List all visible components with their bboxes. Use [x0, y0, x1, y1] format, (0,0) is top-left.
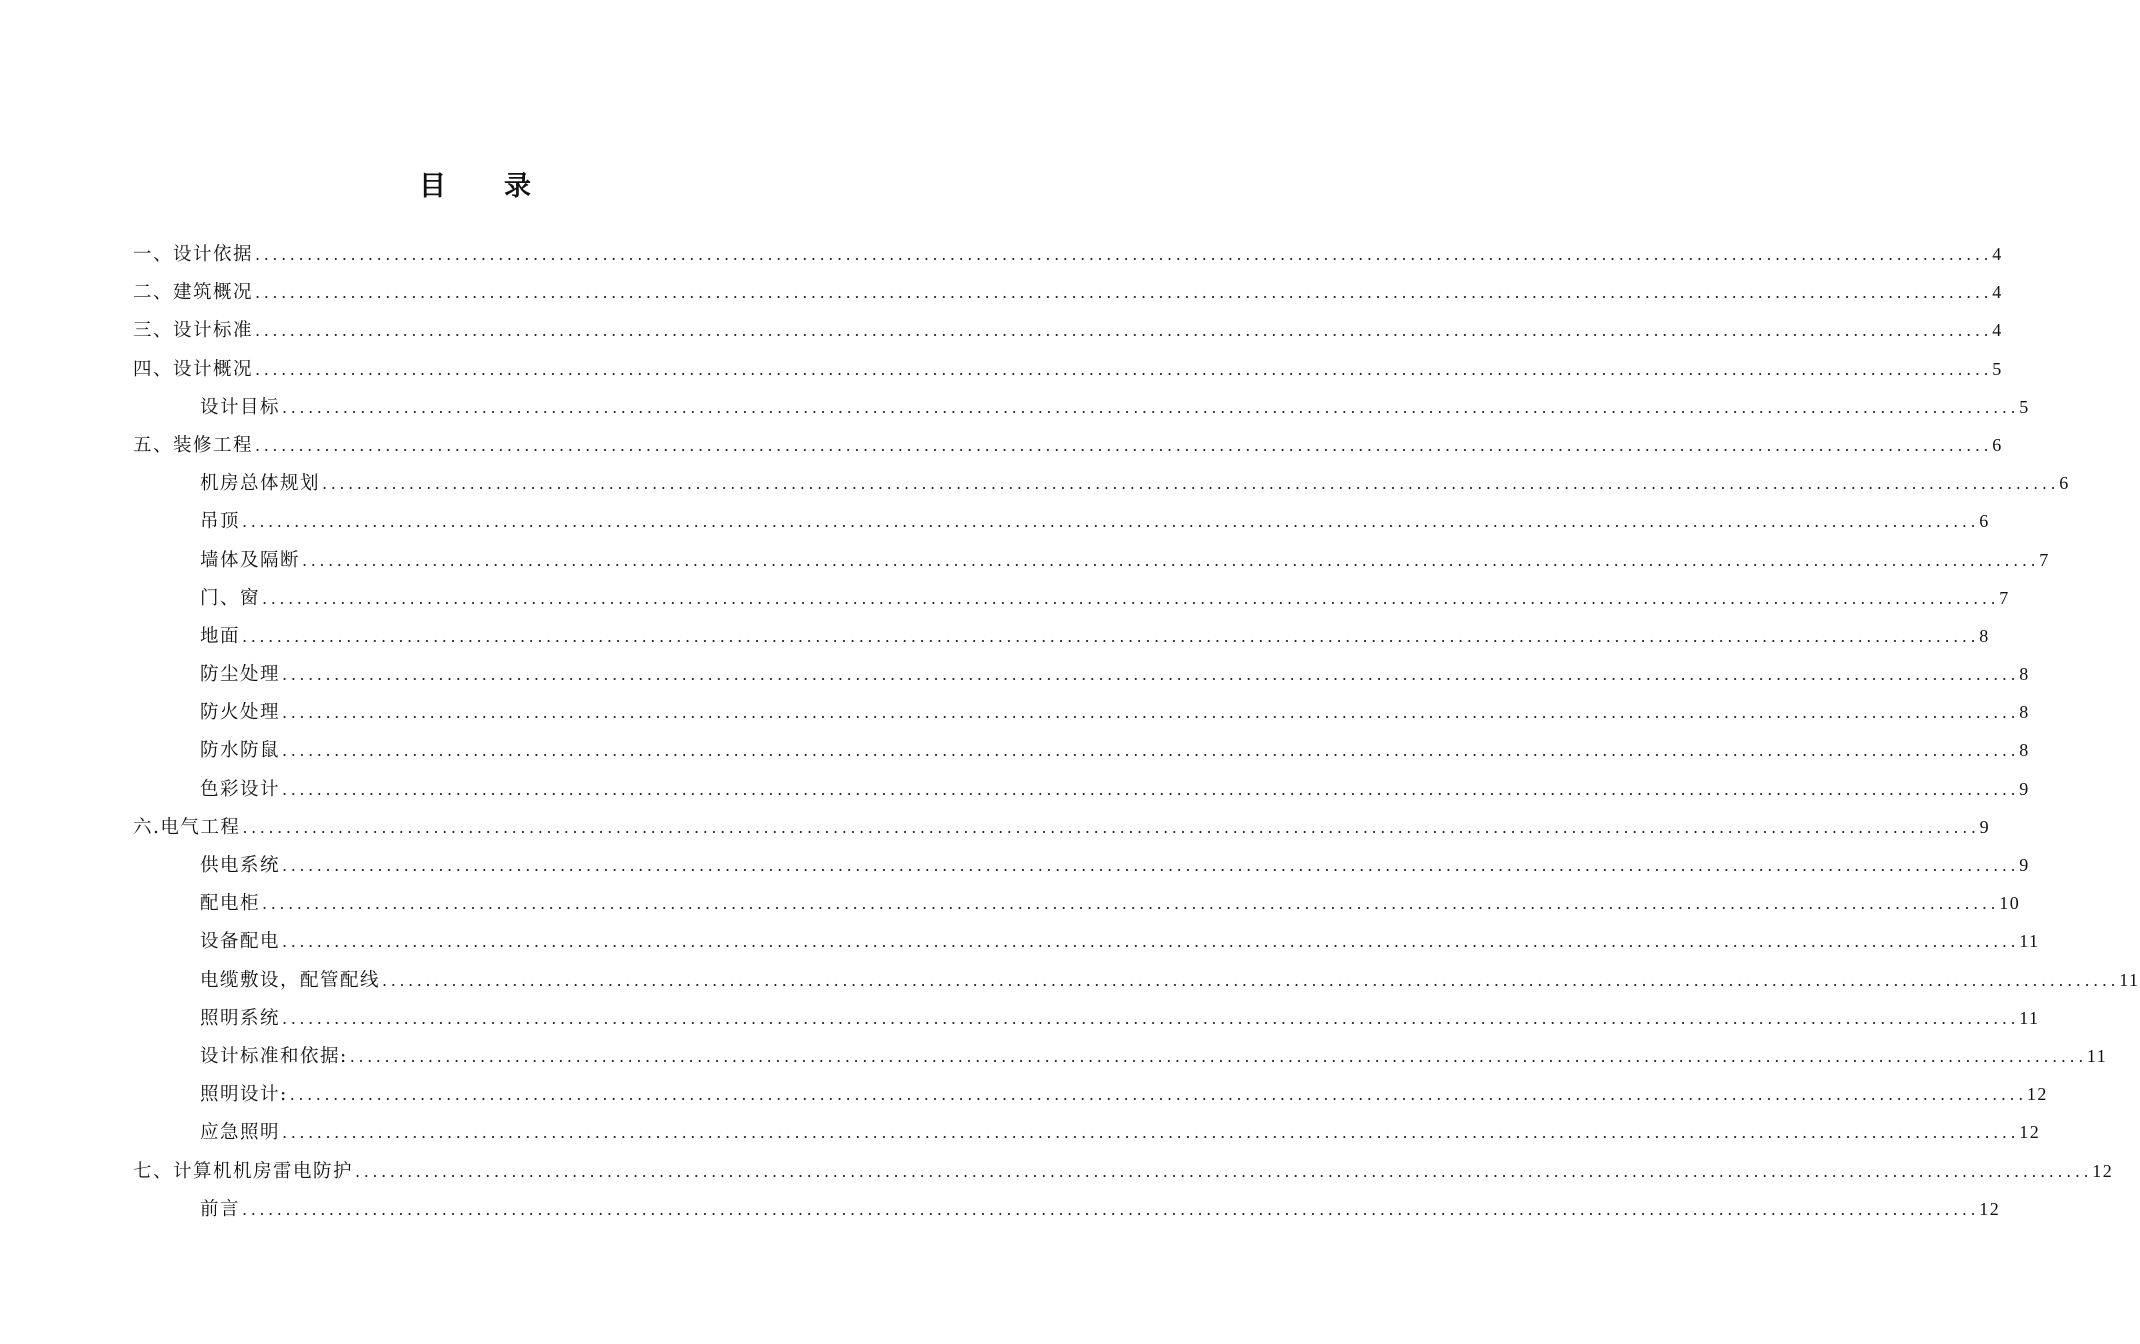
toc-entry-label: 地面	[200, 625, 241, 647]
toc-dot-leader: ........................................................................................................................................................................................................	[282, 1008, 2020, 1028]
toc-entry[interactable]	[133, 731, 2030, 769]
toc-entry[interactable]	[133, 388, 2030, 426]
toc-dot-leader: ........................................................................................................................................................................................................	[282, 779, 2020, 799]
toc-dot-leader: ........................................................................................................................................................................................................	[355, 1161, 2093, 1181]
title-char-2: 录	[504, 171, 531, 202]
toc-entry-label: 六.电气工程	[133, 816, 241, 838]
toc-dot-leader: ........................................................................................................................................................................................................	[242, 626, 1980, 646]
toc-entry-page-number: 8	[2019, 664, 2030, 685]
toc-dot-leader: ........................................................................................................................................................................................................	[255, 245, 1993, 264]
toc-dot-leader: ........................................................................................................................................................................................................	[322, 474, 2060, 494]
toc-entry[interactable]	[133, 770, 2030, 808]
toc-entry[interactable]	[133, 464, 2070, 502]
table-of-contents	[133, 235, 2140, 1228]
toc-entry-page-number: 8	[1979, 625, 1990, 646]
toc-entry-label: 一、设计依据	[133, 244, 254, 265]
toc-dot-leader: ........................................................................................................................................................................................................	[282, 932, 2020, 952]
toc-entry-label: 设备配电	[200, 931, 281, 953]
toc-entry-page-number: 11	[2119, 969, 2140, 990]
toc-entry-label: 门、窗	[200, 587, 261, 609]
toc-entry-label: 照明设计:	[200, 1084, 288, 1106]
toc-dot-leader: ........................................................................................................................................................................................................	[255, 283, 1993, 303]
toc-dot-leader: ........................................................................................................................................................................................................	[242, 1199, 1980, 1219]
toc-entry-page-number: 6	[1992, 434, 2003, 455]
toc-entry[interactable]	[133, 1190, 2001, 1228]
toc-entry[interactable]	[133, 999, 2040, 1037]
toc-dot-leader: ........................................................................................................................................................................................................	[242, 512, 1980, 532]
toc-dot-leader: ........................................................................................................................................................................................................	[262, 588, 2000, 608]
toc-entry-page-number: 12	[2092, 1160, 2114, 1181]
toc-entry[interactable]	[133, 541, 2050, 579]
toc-dot-leader: ........................................................................................................................................................................................................	[302, 550, 2040, 570]
toc-entry-page-number: 9	[1979, 816, 1991, 837]
toc-entry-page-number: 7	[2039, 549, 2050, 570]
toc-entry-page-number: 7	[1999, 587, 2010, 608]
toc-dot-leader: ........................................................................................................................................................................................................	[282, 856, 2020, 875]
toc-entry-page-number: 12	[1979, 1198, 2001, 1219]
toc-entry[interactable]	[133, 273, 2003, 311]
toc-entry[interactable]	[133, 350, 2003, 388]
toc-entry-label: 防火处理	[200, 702, 281, 724]
toc-entry-page-number: 8	[2019, 740, 2030, 761]
toc-entry-page-number: 11	[2019, 1007, 2040, 1028]
toc-entry-page-number: 6	[2059, 473, 2070, 494]
toc-entry-label: 设计标准和依据:	[200, 1045, 348, 1067]
toc-entry[interactable]	[133, 961, 2140, 999]
toc-entry-label: 吊顶	[200, 511, 241, 533]
toc-entry-label: 三、设计标准	[133, 320, 254, 342]
toc-dot-leader: ........................................................................................................................................................................................................	[262, 894, 2000, 914]
toc-entry-label: 设计目标	[200, 396, 281, 418]
toc-entry-page-number: 6	[1979, 511, 1990, 532]
toc-entry[interactable]	[133, 846, 2030, 884]
toc-entry[interactable]	[133, 1152, 2114, 1190]
toc-entry[interactable]	[133, 655, 2030, 693]
toc-dot-leader: ........................................................................................................................................................................................................	[255, 321, 1993, 341]
toc-entry[interactable]	[133, 884, 2021, 922]
toc-entry-label: 供电系统	[200, 855, 281, 876]
toc-entry-page-number: 12	[2019, 1122, 2041, 1143]
toc-entry-label: 机房总体规划	[200, 473, 321, 495]
toc-dot-leader: ........................................................................................................................................................................................................	[289, 1085, 2027, 1105]
toc-entry-label: 前言	[200, 1198, 241, 1220]
toc-entry-page-number: 11	[2019, 931, 2040, 952]
toc-entry-page-number: 4	[1992, 282, 2003, 303]
toc-entry[interactable]	[133, 1037, 2108, 1075]
toc-entry-page-number: 9	[2019, 855, 2030, 875]
toc-entry-page-number: 5	[2019, 396, 2030, 417]
toc-entry-label: 防水防鼠	[200, 740, 281, 762]
toc-entry[interactable]	[133, 617, 1990, 655]
toc-entry[interactable]	[133, 1113, 2041, 1151]
toc-entry-page-number: 8	[2019, 702, 2030, 723]
toc-entry-label: 墙体及隔断	[200, 549, 301, 571]
toc-entry-page-number: 12	[2026, 1084, 2048, 1105]
toc-entry-page-number: 9	[2019, 778, 2030, 799]
toc-entry-label: 七、计算机机房雷电防护	[133, 1160, 354, 1182]
toc-entry-label: 色彩设计	[200, 778, 281, 800]
toc-entry-label: 电缆敷设，配管配线	[200, 969, 381, 991]
toc-dot-leader: ........................................................................................................................................................................................................	[282, 397, 2020, 417]
toc-entry-page-number: 4	[1992, 320, 2003, 341]
toc-entry-label: 照明系统	[200, 1007, 281, 1029]
toc-dot-leader: ........................................................................................................................................................................................................	[242, 817, 1980, 837]
toc-entry-page-number: 5	[1992, 358, 2003, 379]
toc-dot-leader: ........................................................................................................................................................................................................	[282, 703, 2020, 723]
toc-dot-leader: ........................................................................................................................................................................................................	[282, 741, 2020, 761]
toc-entry[interactable]	[133, 1075, 2048, 1113]
toc-entry[interactable]	[133, 808, 1991, 846]
toc-entry-label: 二、建筑概况	[133, 282, 254, 304]
toc-dot-leader: ........................................................................................................................................................................................................	[382, 970, 2120, 990]
toc-dot-leader: ........................................................................................................................................................................................................	[255, 359, 1993, 379]
toc-entry-page-number: 10	[1999, 893, 2021, 914]
page-title	[0, 164, 950, 203]
title-char-1: 目	[419, 171, 446, 202]
toc-entry[interactable]	[133, 922, 2040, 960]
toc-entry[interactable]	[133, 235, 2003, 273]
toc-entry-label: 防尘处理	[200, 664, 281, 686]
toc-entry[interactable]	[133, 502, 1990, 540]
toc-entry-label: 四、设计概况	[133, 358, 254, 380]
toc-dot-leader: ........................................................................................................................................................................................................	[255, 435, 1993, 455]
toc-dot-leader: ........................................................................................................................................................................................................	[282, 665, 2020, 685]
toc-entry[interactable]	[133, 693, 2030, 731]
toc-dot-leader: ........................................................................................................................................................................................................	[349, 1046, 2087, 1066]
toc-entry-label: 应急照明	[200, 1122, 281, 1144]
toc-entry[interactable]	[133, 311, 2003, 349]
toc-entry-page-number: 4	[1992, 244, 2003, 264]
toc-entry[interactable]	[133, 579, 2010, 617]
toc-entry-label: 配电柜	[200, 893, 261, 915]
toc-dot-leader: ........................................................................................................................................................................................................	[282, 1123, 2020, 1143]
toc-entry-page-number: 11	[2086, 1045, 2108, 1066]
toc-entry[interactable]	[133, 426, 2003, 464]
toc-entry-label: 五、装修工程	[133, 434, 254, 456]
